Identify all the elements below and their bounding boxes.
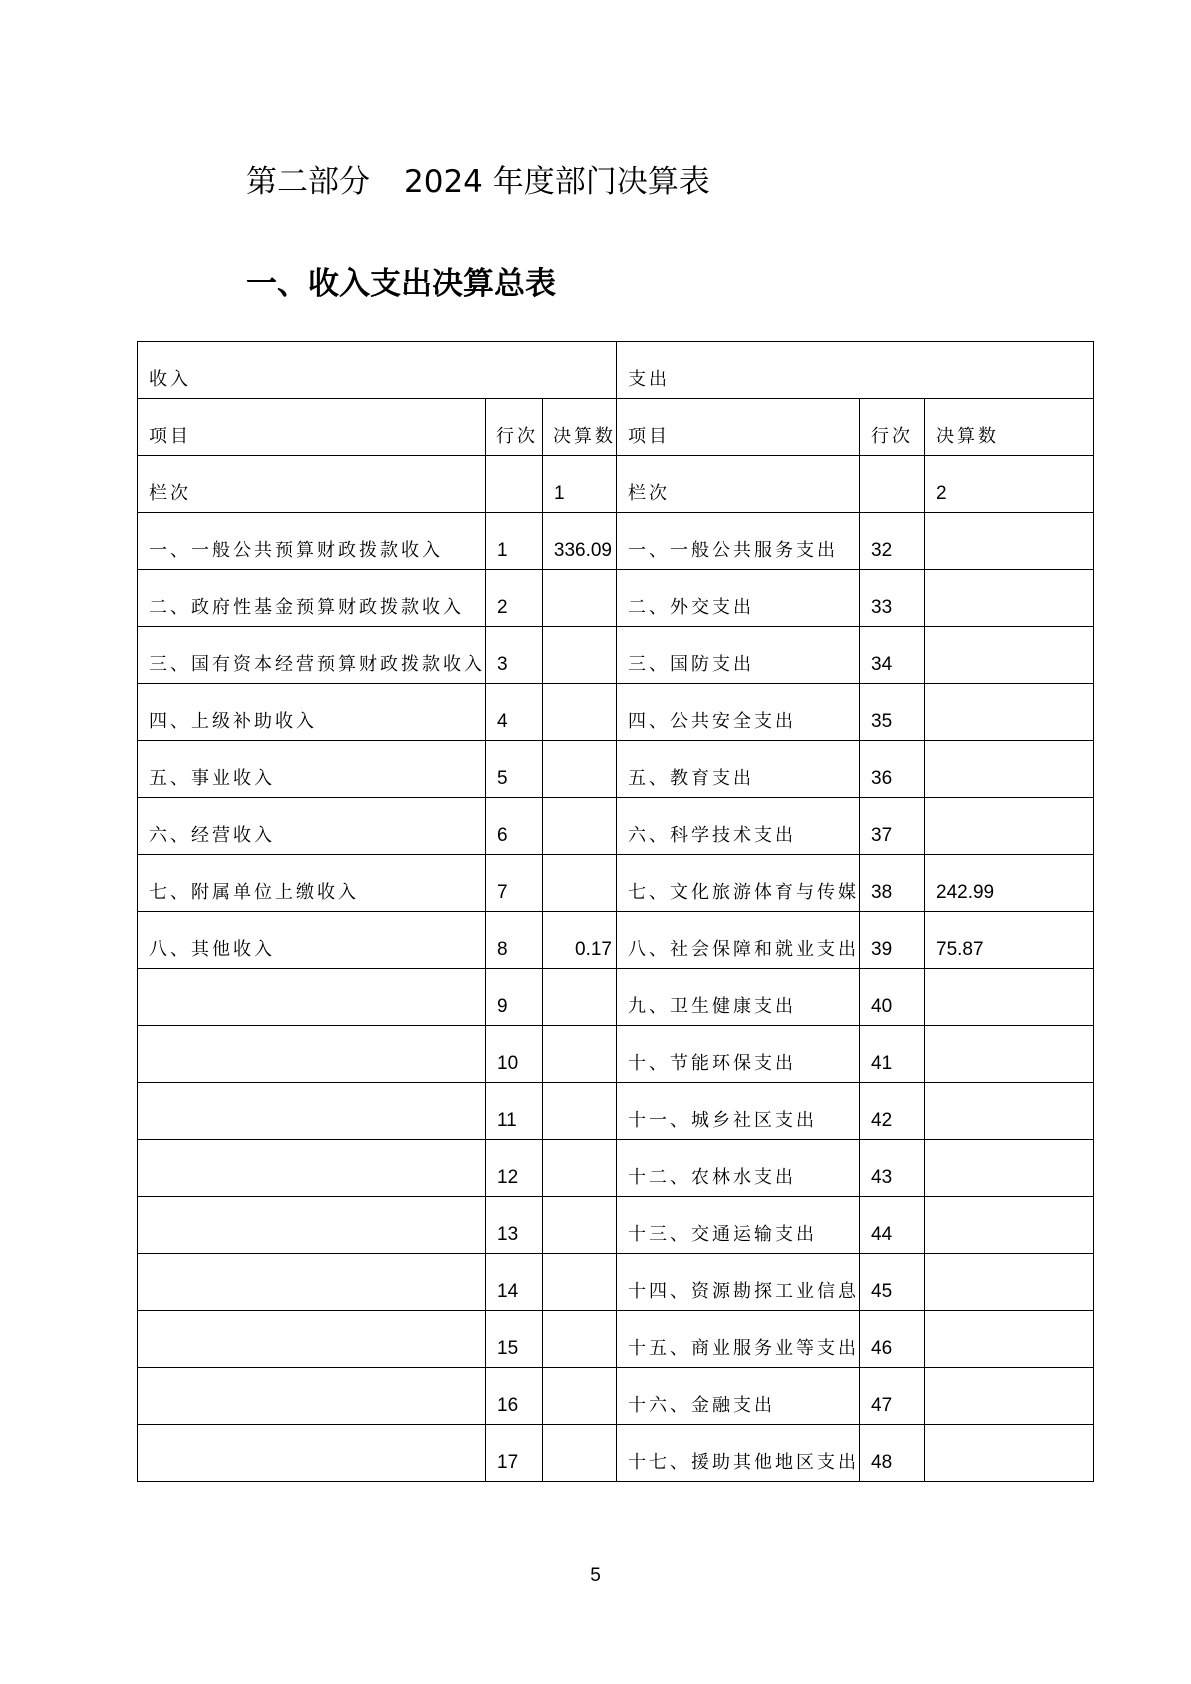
table-row bbox=[138, 969, 1094, 1026]
table-row bbox=[138, 741, 1094, 798]
income-item bbox=[138, 1083, 486, 1140]
expense-amount bbox=[925, 1254, 1094, 1311]
income-row-no: 15 bbox=[486, 1311, 543, 1368]
expense-amount bbox=[925, 570, 1094, 627]
income-row-no: 17 bbox=[486, 1425, 543, 1482]
expense-amount bbox=[925, 798, 1094, 855]
income-amount bbox=[543, 684, 617, 741]
lanci-label-2: 栏次 bbox=[617, 456, 860, 513]
income-item bbox=[138, 1311, 486, 1368]
expense-item: 十五、商业服务业等支出 bbox=[617, 1311, 860, 1368]
col-row-no-header-2: 行次 bbox=[860, 399, 925, 456]
table-body bbox=[138, 342, 1094, 1482]
expense-item: 十、节能环保支出 bbox=[617, 1026, 860, 1083]
income-row-no: 6 bbox=[486, 798, 543, 855]
expense-row-no: 46 bbox=[860, 1311, 925, 1368]
lanci-label: 栏次 bbox=[138, 456, 486, 513]
expense-item: 七、文化旅游体育与传媒 bbox=[617, 855, 860, 912]
income-amount bbox=[543, 1197, 617, 1254]
table-row bbox=[138, 1140, 1094, 1197]
expense-row-no: 39 bbox=[860, 912, 925, 969]
expense-item: 十六、金融支出 bbox=[617, 1368, 860, 1425]
table-row bbox=[138, 1026, 1094, 1083]
expense-row-no: 44 bbox=[860, 1197, 925, 1254]
income-row-no: 13 bbox=[486, 1197, 543, 1254]
income-item: 四、上级补助收入 bbox=[138, 684, 486, 741]
expense-amount bbox=[925, 1197, 1094, 1254]
expense-row-no: 35 bbox=[860, 684, 925, 741]
income-item bbox=[138, 1425, 486, 1482]
income-amount: 0.17 bbox=[543, 912, 617, 969]
income-row-no: 12 bbox=[486, 1140, 543, 1197]
lanci-row bbox=[138, 456, 1094, 513]
table-row bbox=[138, 1368, 1094, 1425]
income-item: 三、国有资本经营预算财政拨款收入 bbox=[138, 627, 486, 684]
expense-row-no: 47 bbox=[860, 1368, 925, 1425]
expense-item: 一、一般公共服务支出 bbox=[617, 513, 860, 570]
expense-amount bbox=[925, 513, 1094, 570]
expense-row-no: 36 bbox=[860, 741, 925, 798]
section-title: 一、收入支出决算总表 bbox=[246, 266, 556, 302]
expense-amount bbox=[925, 1425, 1094, 1482]
col-amount-header-2: 决算数 bbox=[925, 399, 1094, 456]
expense-item: 九、卫生健康支出 bbox=[617, 969, 860, 1026]
lanci-1: 1 bbox=[543, 456, 617, 513]
income-amount bbox=[543, 570, 617, 627]
expense-row-no: 41 bbox=[860, 1026, 925, 1083]
expense-amount bbox=[925, 1368, 1094, 1425]
expense-item: 十一、城乡社区支出 bbox=[617, 1083, 860, 1140]
expense-item: 十七、援助其他地区支出 bbox=[617, 1425, 860, 1482]
expense-row-no: 43 bbox=[860, 1140, 925, 1197]
title-rest: 2024 年度部门决算表 bbox=[404, 164, 710, 200]
lanci-2: 2 bbox=[925, 456, 1094, 513]
income-amount bbox=[543, 1311, 617, 1368]
income-item: 二、政府性基金预算财政拨款收入 bbox=[138, 570, 486, 627]
income-row-no: 10 bbox=[486, 1026, 543, 1083]
income-item bbox=[138, 1368, 486, 1425]
expense-amount bbox=[925, 627, 1094, 684]
income-row-no: 7 bbox=[486, 855, 543, 912]
expense-item: 三、国防支出 bbox=[617, 627, 860, 684]
expense-amount: 75.87 bbox=[925, 912, 1094, 969]
income-amount bbox=[543, 855, 617, 912]
expense-item: 十四、资源勘探工业信息 bbox=[617, 1254, 860, 1311]
expense-amount bbox=[925, 741, 1094, 798]
expense-item: 四、公共安全支出 bbox=[617, 684, 860, 741]
income-row-no: 1 bbox=[486, 513, 543, 570]
income-amount bbox=[543, 969, 617, 1026]
income-amount bbox=[543, 741, 617, 798]
expense-item: 六、科学技术支出 bbox=[617, 798, 860, 855]
income-item: 七、附属单位上缴收入 bbox=[138, 855, 486, 912]
lanci-empty-2 bbox=[860, 456, 925, 513]
page-number: 5 bbox=[590, 1565, 601, 1586]
expense-row-no: 45 bbox=[860, 1254, 925, 1311]
table-row bbox=[138, 627, 1094, 684]
income-item: 六、经营收入 bbox=[138, 798, 486, 855]
title-part: 第二部分 bbox=[246, 164, 370, 200]
income-amount bbox=[543, 627, 617, 684]
income-row-no: 14 bbox=[486, 1254, 543, 1311]
income-amount bbox=[543, 1368, 617, 1425]
table-row bbox=[138, 513, 1094, 570]
income-amount: 336.09 bbox=[543, 513, 617, 570]
table-row bbox=[138, 684, 1094, 741]
table-row bbox=[138, 1425, 1094, 1482]
col-row-no-header: 行次 bbox=[486, 399, 543, 456]
expense-item: 二、外交支出 bbox=[617, 570, 860, 627]
table-row bbox=[138, 1311, 1094, 1368]
expense-row-no: 33 bbox=[860, 570, 925, 627]
income-row-no: 11 bbox=[486, 1083, 543, 1140]
expense-row-no: 40 bbox=[860, 969, 925, 1026]
income-amount bbox=[543, 1026, 617, 1083]
income-row-no: 16 bbox=[486, 1368, 543, 1425]
income-amount bbox=[543, 798, 617, 855]
income-item bbox=[138, 1197, 486, 1254]
expense-row-no: 37 bbox=[860, 798, 925, 855]
expense-amount bbox=[925, 1026, 1094, 1083]
lanci-empty bbox=[486, 456, 543, 513]
expense-header: 支出 bbox=[617, 342, 1094, 399]
income-row-no: 3 bbox=[486, 627, 543, 684]
expense-amount bbox=[925, 1311, 1094, 1368]
expense-row-no: 42 bbox=[860, 1083, 925, 1140]
income-item: 八、其他收入 bbox=[138, 912, 486, 969]
table-row bbox=[138, 1083, 1094, 1140]
header-row-sections bbox=[138, 342, 1094, 399]
income-item bbox=[138, 1026, 486, 1083]
expense-row-no: 48 bbox=[860, 1425, 925, 1482]
income-item: 一、一般公共预算财政拨款收入 bbox=[138, 513, 486, 570]
income-row-no: 4 bbox=[486, 684, 543, 741]
table-row bbox=[138, 1254, 1094, 1311]
income-row-no: 2 bbox=[486, 570, 543, 627]
income-row-no: 5 bbox=[486, 741, 543, 798]
col-item-header-2: 项目 bbox=[617, 399, 860, 456]
income-item bbox=[138, 1140, 486, 1197]
expense-row-no: 38 bbox=[860, 855, 925, 912]
expense-row-no: 34 bbox=[860, 627, 925, 684]
table-row bbox=[138, 798, 1094, 855]
expense-item: 五、教育支出 bbox=[617, 741, 860, 798]
col-item-header: 项目 bbox=[138, 399, 486, 456]
table-row bbox=[138, 570, 1094, 627]
expense-amount bbox=[925, 1083, 1094, 1140]
income-row-no: 9 bbox=[486, 969, 543, 1026]
expense-row-no: 32 bbox=[860, 513, 925, 570]
header-row-columns bbox=[138, 399, 1094, 456]
income-amount bbox=[543, 1425, 617, 1482]
income-item bbox=[138, 1254, 486, 1311]
income-amount bbox=[543, 1083, 617, 1140]
table-row bbox=[138, 912, 1094, 969]
income-amount bbox=[543, 1254, 617, 1311]
expense-item: 八、社会保障和就业支出 bbox=[617, 912, 860, 969]
expense-amount bbox=[925, 1140, 1094, 1197]
income-item: 五、事业收入 bbox=[138, 741, 486, 798]
expense-amount bbox=[925, 969, 1094, 1026]
income-row-no: 8 bbox=[486, 912, 543, 969]
expense-amount bbox=[925, 684, 1094, 741]
col-amount-header: 决算数 bbox=[543, 399, 617, 456]
income-expense-table bbox=[137, 341, 1094, 1482]
table-row bbox=[138, 1197, 1094, 1254]
page-title bbox=[246, 156, 710, 201]
expense-amount: 242.99 bbox=[925, 855, 1094, 912]
income-amount bbox=[543, 1140, 617, 1197]
expense-item: 十三、交通运输支出 bbox=[617, 1197, 860, 1254]
income-item bbox=[138, 969, 486, 1026]
income-header: 收入 bbox=[138, 342, 617, 399]
expense-item: 十二、农林水支出 bbox=[617, 1140, 860, 1197]
table-row bbox=[138, 855, 1094, 912]
